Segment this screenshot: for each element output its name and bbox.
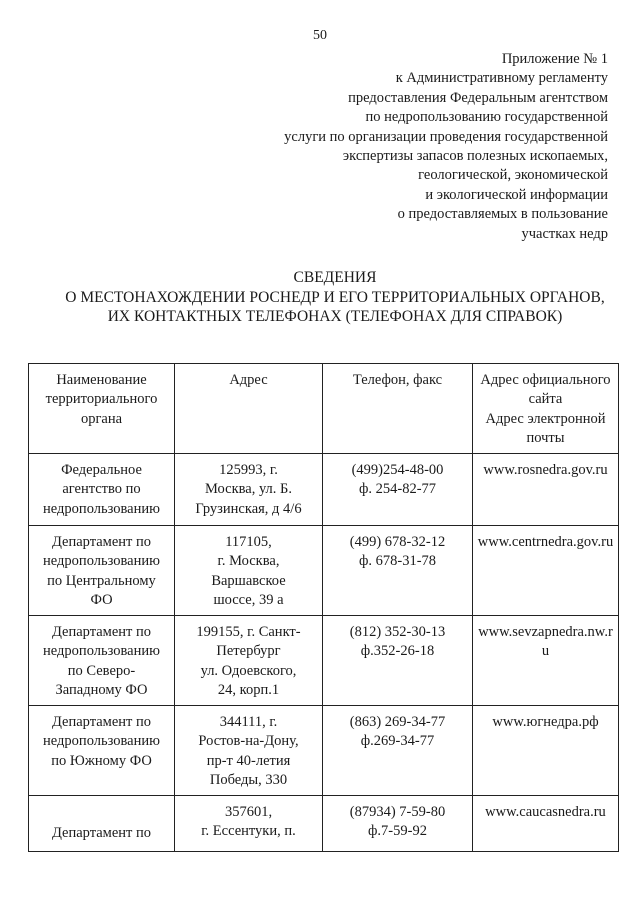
cell-phone: (499)254-48-00 ф. 254-82-77 <box>323 454 473 526</box>
cell-website: www.rosnedra.gov.ru <box>473 454 619 526</box>
appendix-line: предоставления Федеральным агентством <box>348 89 608 106</box>
cell-website: www.sevzapnedra.nw.r u <box>473 616 619 706</box>
cell-website: www.caucasnedra.ru <box>473 796 619 852</box>
cell-name: Федеральное агентство по недропользованию <box>29 454 175 526</box>
cell-name: Департамент по недропользованию по Северо- Западному ФО <box>29 616 175 706</box>
cell-address: 125993, г. Москва, ул. Б. Грузинская, д 4/6 <box>175 454 323 526</box>
heading-subtitle-line: ИХ КОНТАКТНЫХ ТЕЛЕФОНАХ (ТЕЛЕФОНАХ ДЛЯ СПРАВОК) <box>107 308 563 325</box>
appendix-line: и экологической информации <box>425 186 608 203</box>
appendix-line: экспертизы запасов полезных ископаемых, <box>342 148 608 165</box>
cell-address: 344111, г. Ростов-на-Дону, пр-т 40-летия Победы, 330 <box>175 706 323 796</box>
table-header-row <box>29 364 619 454</box>
appendix-line: Приложение № 1 <box>501 51 608 67</box>
cell-address: 357601, г. Ессентуки, п. <box>175 796 323 852</box>
heading-subtitle-line: О МЕСТОНАХОЖДЕНИИ РОСНЕДР И ЕГО ТЕРРИТОРИАЛЬНЫХ ОРГАНОВ, <box>65 288 605 306</box>
cell-website: www.centrnedra.gov.ru <box>473 526 619 616</box>
table-row <box>29 796 619 852</box>
cell-name: Департамент по недропользованию по Центральному ФО <box>29 526 175 616</box>
table-row <box>29 706 619 796</box>
header-phone: Телефон, факс <box>323 364 473 454</box>
appendix-line: к Административному регламенту <box>395 70 608 87</box>
cell-phone: (812) 352-30-13 ф.352-26-18 <box>323 616 473 706</box>
cell-phone: (863) 269-34-77 ф.269-34-77 <box>323 706 473 796</box>
appendix-line: услуги по организации проведения государственной <box>284 128 608 145</box>
contacts-table <box>28 363 619 852</box>
appendix-line: геологической, экономической <box>418 167 608 184</box>
appendix-line: участках недр <box>521 225 608 242</box>
header-address: Адрес <box>175 364 323 454</box>
appendix-block <box>208 50 608 244</box>
cell-name: Департамент по недропользованию по Южному ФО <box>29 706 175 796</box>
heading-title: СВЕДЕНИЯ <box>293 269 377 286</box>
table-row <box>29 526 619 616</box>
document-heading <box>0 268 640 327</box>
cell-name: Департамент по <box>29 796 175 852</box>
appendix-line: о предоставляемых в пользование <box>397 206 608 223</box>
cell-address: 199155, г. Санкт- Петербург ул. Одоевского, 24, корп.1 <box>175 616 323 706</box>
appendix-line: по недропользованию государственной <box>365 109 608 126</box>
header-website: Адрес официального сайта Адрес электронной почты <box>473 364 619 454</box>
header-name: Наименование территориального органа <box>29 364 175 454</box>
cell-address: 117105, г. Москва, Варшавское шоссе, 39 а <box>175 526 323 616</box>
cell-phone: (499) 678-32-12 ф. 678-31-78 <box>323 526 473 616</box>
page-number: 50 <box>313 28 327 43</box>
table-row <box>29 616 619 706</box>
cell-phone: (87934) 7-59-80 ф.7-59-92 <box>323 796 473 852</box>
table-row <box>29 454 619 526</box>
cell-website: www.югнедра.рф <box>473 706 619 796</box>
